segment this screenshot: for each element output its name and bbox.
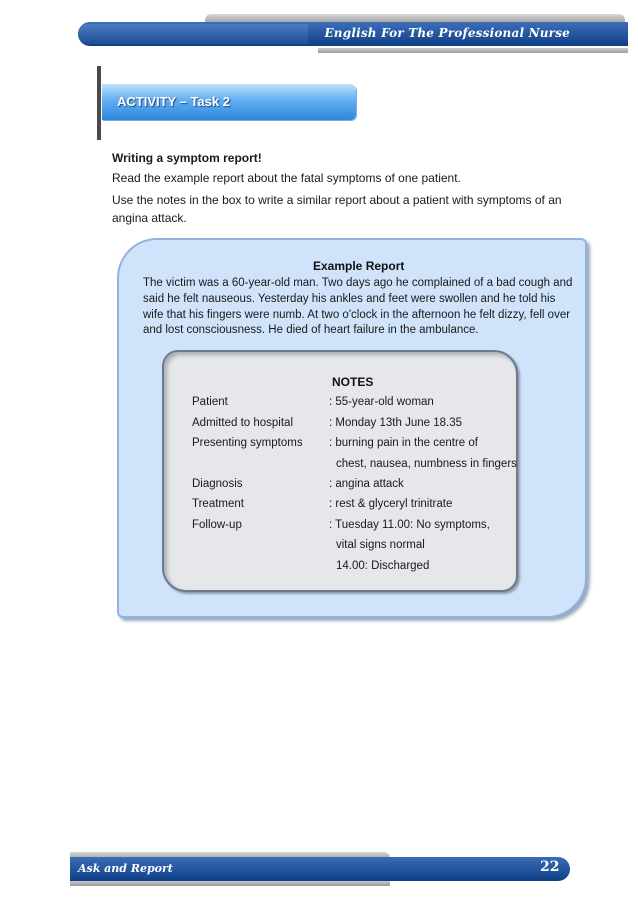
activity-label: ACTIVITY – Task 2 xyxy=(117,94,230,109)
note-label-treatment: Treatment xyxy=(192,498,244,510)
footer-underline xyxy=(70,881,390,886)
page-number: 22 xyxy=(540,859,560,875)
note-value-follow-up-cont: vital signs normal xyxy=(336,539,425,551)
banner-left-bar xyxy=(97,66,101,140)
notes-title: NOTES xyxy=(332,375,374,389)
header-title: English For The Professional Nurse xyxy=(324,26,570,40)
task-instruction-2: Use the notes in the box to write a similar report about a patient with symptoms of an angina attack. xyxy=(112,193,562,225)
header-underline xyxy=(318,48,628,53)
note-label-diagnosis: Diagnosis xyxy=(192,478,243,490)
note-value-admitted: : Monday 13th June 18.35 xyxy=(329,417,462,429)
note-value-treatment: : rest & glyceryl trinitrate xyxy=(329,498,453,510)
note-value-follow-up-cont-2: 14.00: Discharged xyxy=(336,560,430,572)
footer-title: Ask and Report xyxy=(78,862,173,875)
example-report-title: Example Report xyxy=(313,259,405,273)
note-value-symptoms: : burning pain in the centre of xyxy=(329,437,478,449)
note-value-patient: : 55-year-old woman xyxy=(329,396,434,408)
note-label-symptoms: Presenting symptoms xyxy=(192,437,303,449)
task-heading: Writing a symptom report! xyxy=(112,151,262,165)
example-report-text: The victim was a 60-year-old man. Two days ago he complained of a bad cough and said he felt nauseous. Yesterday his ankles and feet were swollen and he told his wife that his fingers were numb. At two o'clock in the afternoon he felt dizzy, fell over and lost consciousness. He died of heart failure in the ambulance. xyxy=(143,277,573,337)
note-label-patient: Patient xyxy=(192,396,228,408)
note-value-follow-up: : Tuesday 11.00: No symptoms, xyxy=(329,519,490,531)
note-label-admitted: Admitted to hospital xyxy=(192,417,294,429)
header-band-highlight xyxy=(78,24,308,44)
note-label-follow-up: Follow-up xyxy=(192,519,242,531)
task-instruction-1: Read the example report about the fatal symptoms of one patient. xyxy=(112,171,461,185)
note-value-symptoms-cont: chest, nausea, numbness in fingers xyxy=(336,458,517,470)
note-value-diagnosis: : angina attack xyxy=(329,478,404,490)
